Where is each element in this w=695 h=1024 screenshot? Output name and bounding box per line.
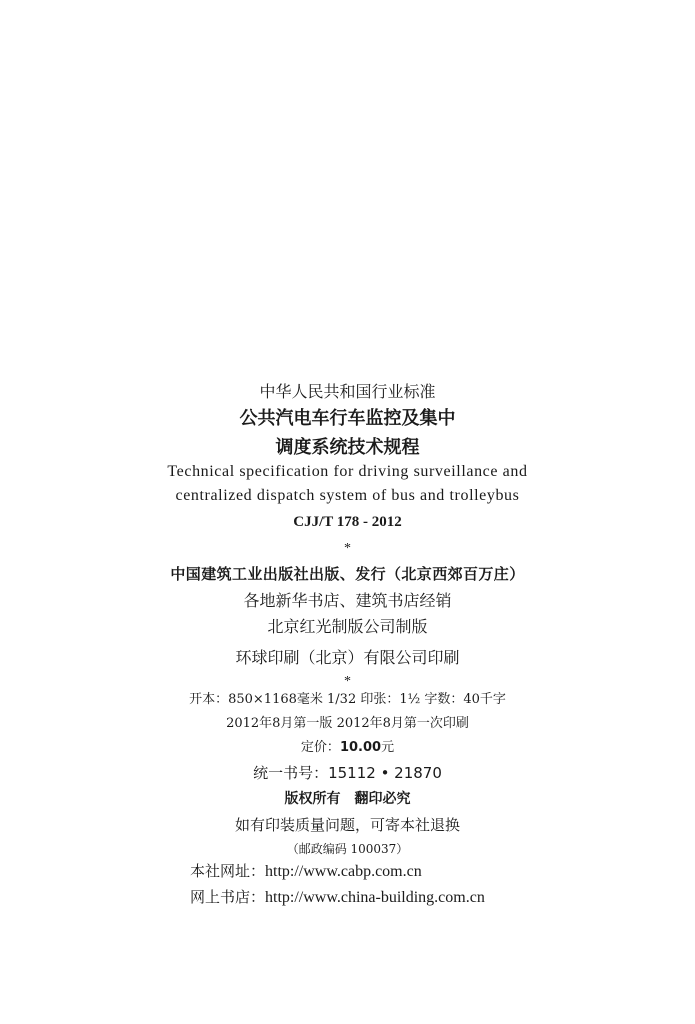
website-url[interactable]: http://www.cabp.com.cn: [265, 863, 422, 880]
title-chinese-line-1: 公共汽电车行车监控及集中: [239, 408, 456, 429]
distributor-line: 各地新华书店、建筑书店经销: [243, 591, 452, 610]
quality-notice: 如有印装质量问题，可寄本社退换: [234, 816, 460, 834]
separator-asterisk: *: [344, 541, 351, 556]
price-line: [0, 741, 695, 754]
piracy-prohibited: 翻印必究: [354, 791, 411, 807]
online-bookstore: [190, 890, 485, 906]
bookstore-url[interactable]: http://www.china-building.com.cn: [265, 889, 485, 906]
standard-code: CJJ/T 178 - 2012: [293, 514, 402, 530]
separator-asterisk: *: [344, 674, 351, 689]
format-specs: 开本：850×1168毫米 1/32 印张：1½ 字数：40千字: [189, 692, 506, 707]
title-chinese-line-2: 调度系统技术规程: [275, 437, 420, 458]
price-label: 定价：: [300, 740, 340, 755]
title-english-line-2: centralized dispatch system of bus and trolleybus: [175, 487, 520, 504]
postcode: （邮政编码 100037）: [286, 842, 409, 856]
rights-reserved: 版权所有: [284, 791, 341, 807]
bookstore-label: 网上书店：: [190, 888, 266, 906]
publisher-line: 中国建筑工业出版社出版、发行（北京西郊百万庄）: [170, 565, 525, 583]
price-value: 10.00: [339, 740, 382, 755]
title-english-line-1: Technical specification for driving surveillance and: [167, 463, 528, 480]
copyright-notice: [0, 792, 695, 806]
publisher-website: [190, 864, 422, 880]
website-label: 本社网址：: [190, 862, 266, 880]
unified-book-number: 统一书号：15112 • 21870: [253, 764, 442, 782]
price-unit: 元: [381, 740, 395, 755]
plate-maker-line: 北京红光制版公司制版: [267, 617, 428, 636]
edition-info: 2012年8月第一版 2012年8月第一次印刷: [226, 716, 469, 731]
standard-category-label: 中华人民共和国行业标准: [259, 382, 436, 401]
printer-line: 环球印刷（北京）有限公司印刷: [235, 648, 460, 667]
